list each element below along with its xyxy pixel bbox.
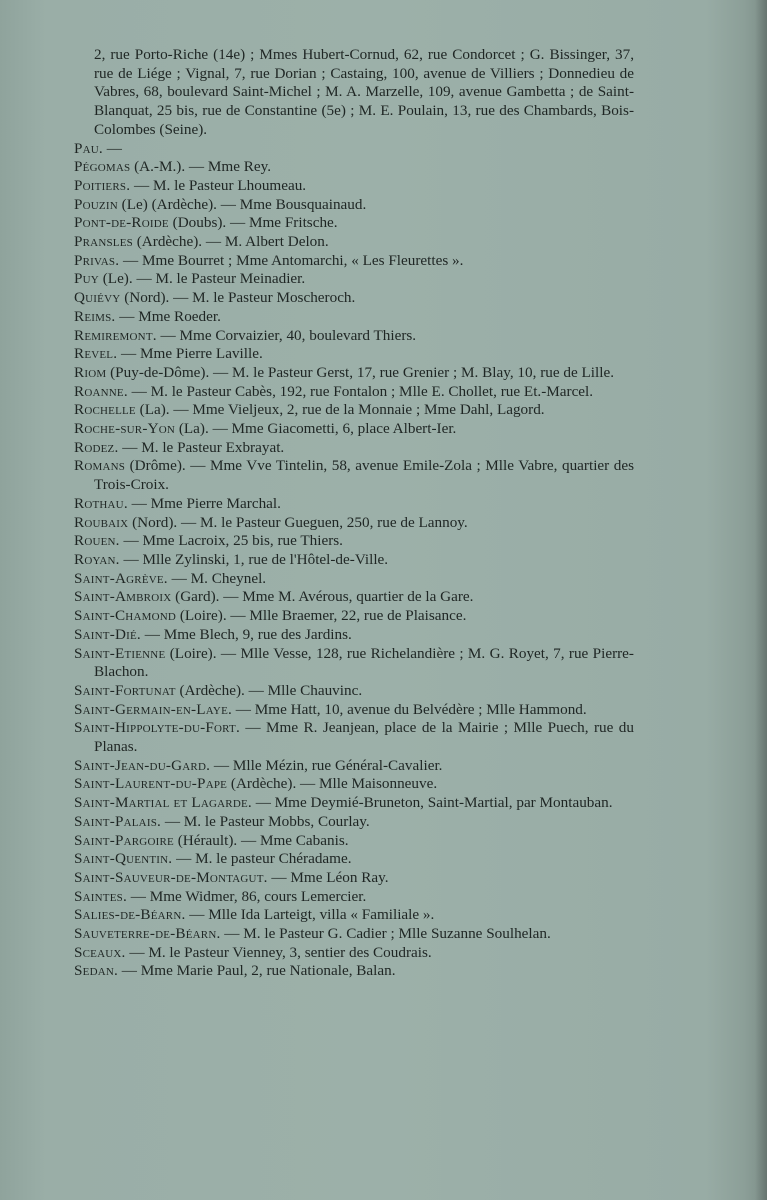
- entry-text: (La). — Mme Giacometti, 6, place Albert-Ier.: [175, 420, 457, 438]
- entry-text: (Loire). — Mlle Braemer, 22, rue de Plaisance.: [176, 607, 467, 625]
- list-item: [74, 925, 634, 944]
- list-item: [74, 551, 634, 570]
- entry-text: — Mme Léon Ray.: [267, 868, 389, 886]
- page-edge-shadow: [755, 0, 767, 1200]
- entry-text: —: [102, 139, 122, 157]
- directory-list: [74, 46, 634, 981]
- entry-text: — M. le Pasteur Cabès, 192, rue Fontalon ; Mlle E. Chollet, rue Et.-Marcel.: [127, 382, 594, 400]
- place-name: Saint-Palais.: [74, 812, 162, 830]
- list-item: [74, 252, 634, 271]
- place-name: Puy: [74, 270, 99, 288]
- place-name: Saint-Germain-en-Laye.: [74, 700, 232, 718]
- entry-text: (Gard). — Mme M. Avérous, quartier de la Gare.: [171, 588, 474, 606]
- list-item: [74, 401, 634, 420]
- place-name: Privas.: [74, 251, 120, 269]
- place-name: Sceaux.: [74, 943, 126, 961]
- place-name: Roubaix: [74, 513, 129, 531]
- entry-text: — Mme Pierre Laville.: [117, 345, 263, 363]
- entry-text: — Mlle Mézin, rue Général-Cavalier.: [210, 756, 443, 774]
- list-item: [74, 869, 634, 888]
- list-item: [74, 906, 634, 925]
- place-name: Roche-sur-Yon: [74, 420, 176, 438]
- place-name: Remiremont.: [74, 326, 157, 344]
- list-item: [74, 719, 634, 756]
- entry-text: — Mme Hatt, 10, avenue du Belvédère ; Mlle Hammond.: [231, 700, 587, 718]
- list-item: [74, 888, 634, 907]
- list-item: [74, 850, 634, 869]
- entry-text: — Mlle Ida Larteigt, villa « Familiale ».: [185, 906, 435, 924]
- entry-text: (Ardèche). — M. Albert Delon.: [132, 233, 329, 251]
- place-name: Pont-de-Roide: [74, 214, 169, 232]
- entry-text: — Mme Blech, 9, rue des Jardins.: [140, 625, 352, 643]
- place-name: Saint-Ambroix: [74, 588, 172, 606]
- list-item: [74, 233, 634, 252]
- entry-text: — M. le Pasteur Lhoumeau.: [130, 176, 307, 194]
- list-item: [74, 626, 634, 645]
- place-name: Pouzin: [74, 195, 118, 213]
- place-name: Saint-Quentin.: [74, 850, 173, 868]
- entry-text: — Mme Lacroix, 25 bis, rue Thiers.: [119, 532, 343, 550]
- list-item: [74, 364, 634, 383]
- place-name: Saint-Agrève.: [74, 569, 168, 587]
- place-name: Rouen.: [74, 532, 120, 550]
- entry-text: (Drôme). — Mme Vve Tintelin, 58, avenue Emile-Zola ; Mlle Vabre, quartier des Trois-Croix.: [94, 457, 634, 494]
- list-item: [74, 308, 634, 327]
- list-item: [74, 196, 634, 215]
- place-name: Rochelle: [74, 401, 136, 419]
- list-item: [74, 775, 634, 794]
- entry-text: — M. le Pasteur Exbrayat.: [118, 438, 285, 456]
- entry-text: (Puy-de-Dôme). — M. le Pasteur Gerst, 17, rue Grenier ; M. Blay, 10, rue de Lille.: [106, 363, 614, 381]
- place-name: Riom: [74, 363, 107, 381]
- list-item: [74, 289, 634, 308]
- entry-text: — M. Cheynel.: [167, 569, 267, 587]
- place-name: Saintes.: [74, 887, 127, 905]
- entry-text: — Mme Roeder.: [115, 307, 221, 325]
- entry-text: (Le) (Ardèche). — Mme Bousquainaud.: [117, 195, 367, 213]
- entry-text: — M. le pasteur Chéradame.: [172, 850, 352, 868]
- list-item: [74, 532, 634, 551]
- place-name: Saint-Dié.: [74, 625, 141, 643]
- entry-text: — Mme R. Jeanjean, place de la Mairie ; Mlle Puech, rue du Planas.: [94, 719, 634, 756]
- list-item: [74, 345, 634, 364]
- entry-text: (Nord). — M. le Pasteur Gueguen, 250, rue de Lannoy.: [128, 513, 468, 531]
- place-name: Pransles: [74, 233, 133, 251]
- list-item: [74, 383, 634, 402]
- list-item: [74, 701, 634, 720]
- place-name: Saint-Pargoire: [74, 831, 174, 849]
- place-name: Poitiers.: [74, 176, 131, 194]
- entry-text: — Mme Widmer, 86, cours Lemercier.: [126, 887, 367, 905]
- list-item: [74, 944, 634, 963]
- place-name: Revel.: [74, 345, 118, 363]
- place-name: Saint-Laurent-du-Pape: [74, 775, 228, 793]
- list-item: [74, 327, 634, 346]
- entry-text: (Ardèche). — Mlle Maisonneuve.: [227, 775, 438, 793]
- place-name: Saint-Jean-du-Gard.: [74, 756, 211, 774]
- entry-text: (Hérault). — Mme Cabanis.: [173, 831, 349, 849]
- list-item: [74, 177, 634, 196]
- place-name: Salies-de-Béarn.: [74, 906, 186, 924]
- place-name: Roanne.: [74, 382, 128, 400]
- entry-text: — Mme Marie Paul, 2, rue Nationale, Balan.: [118, 962, 396, 980]
- entry-text: — Mme Pierre Marchal.: [127, 494, 281, 512]
- place-name: Royan.: [74, 550, 120, 568]
- list-item: [74, 214, 634, 233]
- place-name: Romans: [74, 457, 126, 475]
- place-name: Quiévy: [74, 289, 121, 307]
- place-name: Rothau.: [74, 494, 128, 512]
- entry-text: — Mme Deymié-Bruneton, Saint-Martial, par Montauban.: [251, 794, 613, 812]
- place-name: Sauveterre-de-Béarn.: [74, 925, 221, 943]
- list-item: [74, 570, 634, 589]
- list-item: [74, 46, 634, 140]
- entry-text: — Mme Bourret ; Mme Antomarchi, « Les Fleurettes ».: [119, 251, 464, 269]
- list-item: [74, 140, 634, 159]
- place-name: Reims.: [74, 307, 116, 325]
- place-name: Saint-Chamond: [74, 607, 177, 625]
- entry-text: — Mlle Zylinski, 1, rue de l'Hôtel-de-Ville.: [119, 550, 389, 568]
- list-item: [74, 645, 634, 682]
- place-name: Saint-Fortunat: [74, 681, 176, 699]
- list-item: [74, 270, 634, 289]
- entry-text: (Nord). — M. le Pasteur Moscheroch.: [120, 289, 356, 307]
- place-name: Pau.: [74, 139, 103, 157]
- place-name: Rodez.: [74, 438, 119, 456]
- list-item: [74, 682, 634, 701]
- place-name: Saint-Etienne: [74, 644, 166, 662]
- list-item: [74, 757, 634, 776]
- entry-text: (Ardèche). — Mlle Chauvinc.: [175, 681, 363, 699]
- entry-text: — Mme Corvaizier, 40, boulevard Thiers.: [156, 326, 417, 344]
- list-item: [74, 514, 634, 533]
- entry-text: — M. le Pasteur G. Cadier ; Mlle Suzanne Soulhelan.: [220, 925, 551, 943]
- list-item: [74, 158, 634, 177]
- place-name: Saint-Sauveur-de-Montagut.: [74, 868, 268, 886]
- place-name: Pégomas: [74, 158, 131, 176]
- entry-text: (Loire). — Mlle Vesse, 128, rue Richelandière ; M. G. Royet, 7, rue Pierre-Blachon.: [94, 644, 634, 681]
- list-item: [74, 457, 634, 494]
- list-item: [74, 794, 634, 813]
- place-name: Sedan.: [74, 962, 118, 980]
- entry-text: (Le). — M. le Pasteur Meinadier.: [98, 270, 306, 288]
- entry-text: — M. le Pasteur Mobbs, Courlay.: [161, 812, 370, 830]
- list-item: [74, 495, 634, 514]
- place-name: Saint-Martial et Lagarde.: [74, 794, 252, 812]
- list-item: [74, 832, 634, 851]
- list-item: [74, 607, 634, 626]
- entry-text: (Doubs). — Mme Fritsche.: [168, 214, 338, 232]
- list-item: [74, 813, 634, 832]
- entry-text: 2, rue Porto-Riche (14e) ; Mmes Hubert-Cornud, 62, rue Condorcet ; G. Bissinger, 37, rue de Liége ; Vignal, 7, rue Dorian ; Castaing, 100, avenue de Villiers ; Donnedieu de Vabres, 68, boulevard Saint-Michel ; M. A. Marzelle, 109, avenue Gambetta ; de Saint-Blanquat, 25 bis, rue de Constantine (5e) ; M. E. Poulain, 13, rue des Chambards, Bois-Colombes (Seine).: [94, 46, 634, 138]
- entry-text: — M. le Pasteur Vienney, 3, sentier des Coudrais.: [125, 943, 432, 961]
- list-item: [74, 588, 634, 607]
- list-item: [74, 420, 634, 439]
- list-item: [74, 439, 634, 458]
- entry-text: (A.-M.). — Mme Rey.: [130, 158, 272, 176]
- place-name: Saint-Hippolyte-du-Fort.: [74, 719, 240, 737]
- list-item: [74, 962, 634, 981]
- entry-text: (La). — Mme Vieljeux, 2, rue de la Monnaie ; Mme Dahl, Lagord.: [135, 401, 545, 419]
